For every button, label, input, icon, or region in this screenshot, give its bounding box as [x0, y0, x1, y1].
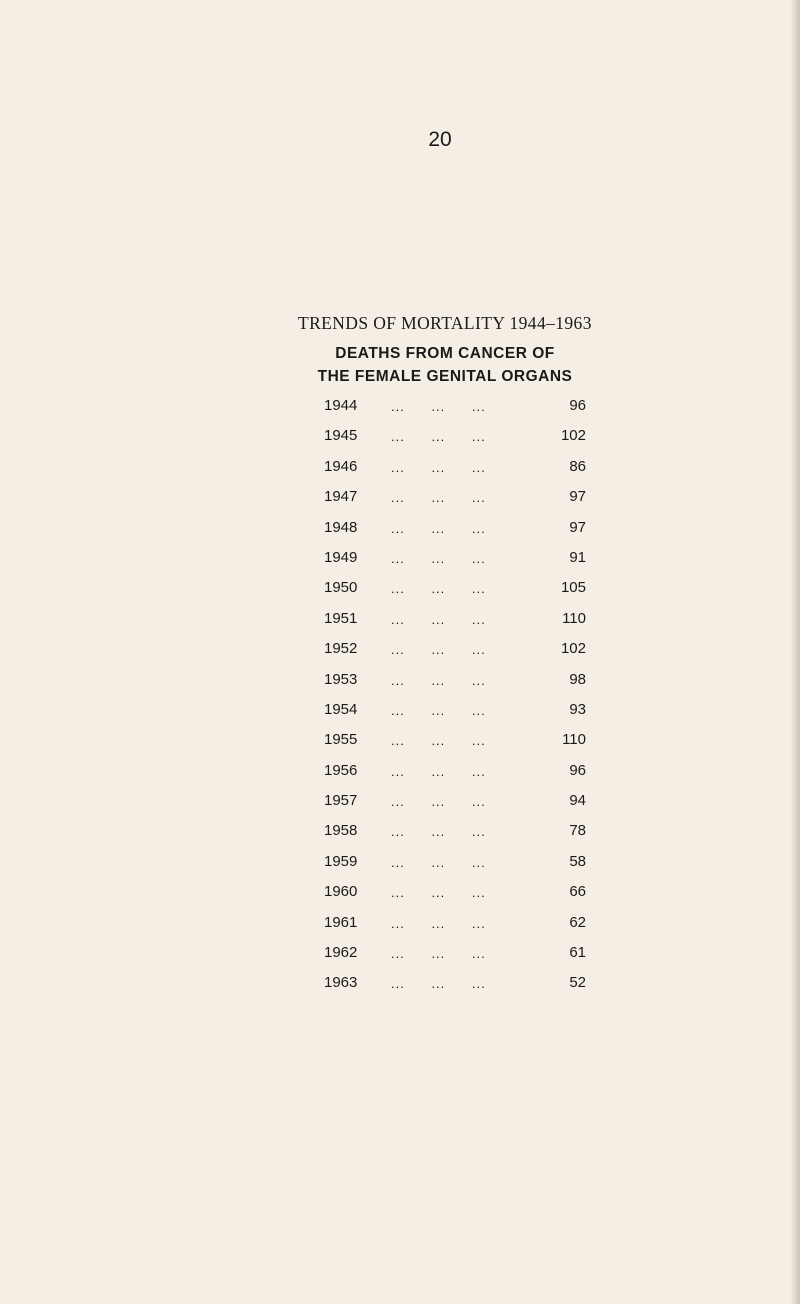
year-cell: 1953	[324, 670, 358, 688]
dot-leader: ... ... ...	[391, 976, 486, 992]
page-title: TRENDS OF MORTALITY 1944–1963	[298, 313, 592, 333]
deaths-cell: 98	[569, 670, 586, 688]
deaths-cell: 91	[569, 548, 586, 566]
deaths-cell: 62	[569, 913, 586, 931]
dot-leader: ... ... ...	[391, 702, 486, 718]
deaths-cell: 105	[560, 579, 586, 597]
dot-leader: ... ... ...	[391, 550, 486, 566]
table-row	[324, 883, 586, 913]
deaths-cell: 66	[569, 883, 586, 901]
year-cell: 1952	[324, 640, 358, 658]
deaths-cell: 97	[569, 518, 586, 536]
year-cell: 1956	[324, 761, 358, 779]
table-row	[324, 427, 586, 457]
year-cell: 1957	[324, 792, 358, 810]
year-cell: 1962	[324, 944, 358, 962]
table-row	[324, 914, 586, 944]
year-cell: 1951	[324, 609, 358, 627]
dot-leader: ... ... ...	[391, 946, 486, 962]
table-row	[324, 762, 586, 792]
table-row	[324, 640, 586, 670]
deaths-cell: 102	[560, 427, 586, 445]
table-heading-line-1: DEATHS FROM CANCER OF	[335, 345, 555, 362]
deaths-cell: 52	[569, 974, 586, 992]
dot-leader: ... ... ...	[391, 581, 486, 597]
table-row	[324, 458, 586, 488]
year-cell: 1958	[324, 822, 358, 840]
deaths-cell: 102	[560, 640, 586, 658]
deaths-cell: 110	[562, 731, 586, 749]
table-row	[324, 822, 586, 852]
table-row	[324, 731, 586, 761]
table-row	[324, 853, 586, 883]
table-row	[324, 519, 586, 549]
dot-leader: ... ... ...	[391, 672, 486, 688]
year-cell: 1961	[324, 913, 358, 931]
deaths-cell: 78	[569, 822, 586, 840]
year-cell: 1959	[324, 852, 358, 870]
year-cell: 1949	[324, 548, 358, 566]
year-cell: 1960	[324, 883, 358, 901]
year-cell: 1946	[324, 457, 358, 475]
table-row	[324, 579, 586, 609]
table-row	[324, 701, 586, 731]
table-heading-line-2: THE FEMALE GENITAL ORGANS	[317, 368, 573, 385]
deaths-cell: 93	[569, 700, 586, 718]
deaths-cell: 58	[569, 852, 586, 870]
dot-leader: ... ... ...	[391, 794, 486, 810]
dot-leader: ... ... ...	[391, 642, 486, 658]
dot-leader: ... ... ...	[391, 824, 486, 840]
page-edge-shadow	[790, 0, 800, 1304]
deaths-cell: 97	[569, 488, 586, 506]
year-cell: 1944	[324, 397, 358, 414]
year-cell: 1950	[324, 579, 358, 597]
table-row	[324, 549, 586, 579]
deaths-cell: 61	[569, 944, 586, 962]
dot-leader: ... ... ...	[391, 763, 486, 779]
deaths-cell: 96	[569, 397, 586, 414]
deaths-cell: 94	[569, 792, 586, 810]
dot-leader: ... ... ...	[391, 520, 486, 536]
dot-leader: ... ... ...	[391, 611, 486, 627]
table-row	[324, 397, 586, 427]
year-cell: 1948	[324, 518, 358, 536]
mortality-table	[324, 397, 586, 1005]
table-row	[324, 944, 586, 974]
deaths-cell: 110	[562, 609, 586, 627]
page-number: 20	[428, 128, 452, 151]
deaths-cell: 86	[569, 457, 586, 475]
table-row	[324, 488, 586, 518]
table-row	[324, 792, 586, 822]
dot-leader: ... ... ...	[391, 399, 486, 414]
dot-leader: ... ... ...	[391, 733, 486, 749]
year-cell: 1947	[324, 488, 358, 506]
dot-leader: ... ... ...	[391, 459, 486, 475]
table-row	[324, 610, 586, 640]
dot-leader: ... ... ...	[391, 854, 486, 870]
year-cell: 1945	[324, 427, 358, 445]
dot-leader: ... ... ...	[391, 490, 486, 506]
dot-leader: ... ... ...	[391, 915, 486, 931]
year-cell: 1963	[324, 974, 358, 992]
dot-leader: ... ... ...	[391, 429, 486, 445]
table-row	[324, 974, 586, 1004]
year-cell: 1954	[324, 700, 358, 718]
year-cell: 1955	[324, 731, 358, 749]
table-row	[324, 671, 586, 701]
dot-leader: ... ... ...	[391, 885, 486, 901]
deaths-cell: 96	[569, 761, 586, 779]
